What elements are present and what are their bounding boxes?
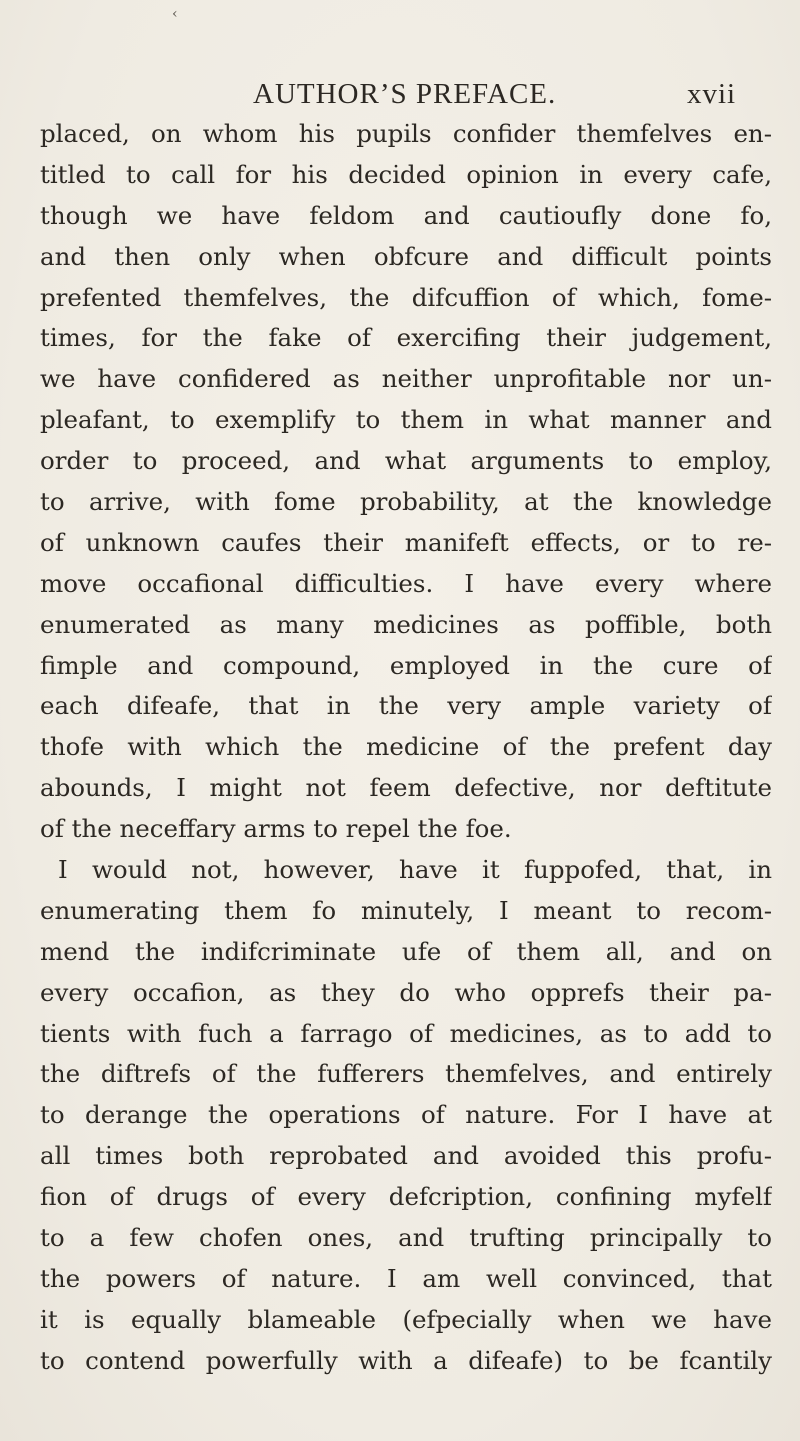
text-line: the diftrefs of the fufferers themfelves, and entirely: [40, 1059, 772, 1089]
text-line: every occafion, as they do who opprefs their pa-: [40, 977, 772, 1007]
text-line: fion of drugs of every defcription, confining myfelf: [40, 1182, 772, 1212]
page-top-mark: ‹: [172, 6, 178, 22]
text-line: to a few chofen ones, and trufting principally to: [40, 1223, 772, 1253]
text-line: fimple and compound, employed in the cure of: [40, 650, 772, 680]
text-line: abounds, I might not feem defective, nor deftitute: [40, 773, 772, 803]
text-line: enumerated as many medicines as poffible, both: [40, 609, 772, 639]
text-line: all times both reprobated and avoided this profu-: [40, 1141, 772, 1171]
text-line: pleafant, to exemplify to them in what manner and: [40, 405, 772, 435]
text-line: to arrive, with fome probability, at the knowledge: [40, 487, 772, 517]
body-text: [40, 114, 772, 1382]
text-line: titled to call for his decided opinion in every cafe,: [40, 159, 772, 189]
text-line: of unknown caufes their manifeft effects, or to re-: [40, 527, 772, 557]
text-line: we have confidered as neither unprofitable nor un-: [40, 364, 772, 394]
text-line: of the neceffary arms to repel the foe.: [40, 814, 512, 844]
text-line: though we have feldom and cautioufly done fo,: [40, 200, 772, 230]
text-line: enumerating them fo minutely, I meant to recom-: [40, 895, 772, 925]
text-line: I would not, however, have it fuppofed, that, in: [58, 855, 772, 885]
running-head: AUTHOR’S PREFACE.: [253, 78, 557, 110]
text-line: prefented themfelves, the difcuffion of which, fome-: [40, 282, 772, 312]
text-line: move occafional difficulties. I have every where: [40, 568, 772, 598]
text-line: tients with fuch a farrago of medicines, as to add to: [40, 1018, 772, 1048]
text-line: times, for the fake of exercifing their judgement,: [40, 323, 772, 353]
text-line: mend the indifcriminate ufe of them all, and on: [40, 936, 772, 966]
text-line: it is equally blameable (efpecially when we have: [40, 1304, 772, 1334]
text-line: the powers of nature. I am well convinced, that: [40, 1263, 772, 1293]
text-line: placed, on whom his pupils confider themfelves en-: [40, 119, 772, 148]
page-header: [0, 78, 800, 110]
text-line: each difeafe, that in the very ample variety of: [40, 691, 772, 721]
text-line: to derange the operations of nature. For I have at: [40, 1100, 772, 1130]
text-line: to contend powerfully with a difeafe) to be fcantily: [40, 1345, 772, 1375]
page-number: xvii: [687, 78, 737, 110]
text-line: thofe with which the medicine of the prefent day: [40, 732, 772, 762]
text-line: order to proceed, and what arguments to employ,: [40, 446, 772, 476]
text-line: and then only when obfcure and difficult points: [40, 241, 772, 271]
